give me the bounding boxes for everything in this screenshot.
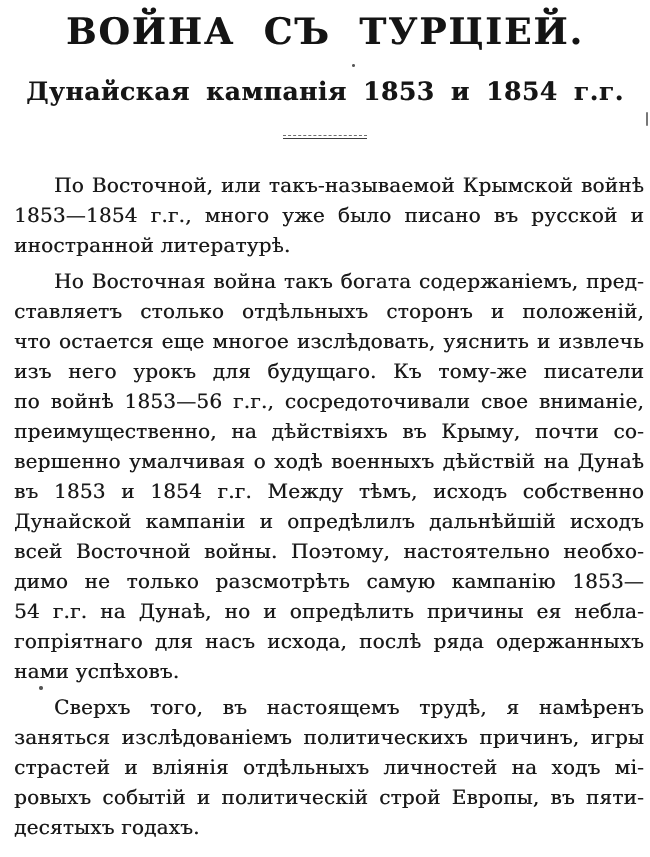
paragraph — [14, 170, 644, 260]
text-line: ставляетъ столько отдѣльныхъ сторонъ и положеній, — [14, 299, 644, 323]
text-line: по войнѣ 1853—56 г.г., сосредоточивали свое вниманіе, — [14, 389, 644, 413]
text-line: гопріятнаго для насъ исхода, послѣ ряда одержанныхъ — [14, 629, 644, 653]
text-line: Но Восточная война такъ богата содержаніемъ, пред- — [54, 269, 644, 293]
text-body — [14, 170, 644, 842]
scan-speck — [39, 686, 43, 690]
text-line: По Восточной, или такъ-называемой Крымской войнѣ — [54, 173, 644, 197]
text-line: преимущественно, на дѣйствіяхъ въ Крыму, почти со- — [14, 419, 644, 443]
text-line: вершенно умалчивая о ходѣ военныхъ дѣйствій на Дунаѣ — [14, 449, 644, 473]
page-title: ВОЙНА СЪ ТУРЦІЕЙ. — [66, 11, 584, 53]
paragraph — [14, 266, 644, 686]
text-line: изъ него урокъ для будущаго. Къ тому-же писатели — [14, 359, 644, 383]
scan-edge-artifact — [646, 112, 648, 126]
text-line: Дунайской кампаніи и опредѣлилъ дальнѣйшій исходъ — [14, 509, 644, 533]
text-line: десятыхъ годахъ. — [14, 815, 200, 839]
text-line: 1853—1854 г.г., много уже было писано въ русской и — [14, 203, 644, 227]
text-line: что остается еще многое изслѣдовать, уяснить и извлечь — [14, 329, 644, 353]
text-line: иностранной литературѣ. — [14, 233, 291, 257]
text-line: въ 1853 и 1854 г.г. Между тѣмъ, исходъ собственно — [14, 479, 644, 503]
text-line: ровыхъ событій и политическій строй Европы, въ пяти- — [14, 785, 644, 809]
text-line: димо не только разсмотрѣть самую кампанію 1853— — [14, 569, 644, 593]
section-divider-rule — [283, 135, 367, 139]
page-subtitle: Дунайская кампанія 1853 и 1854 г.г. — [26, 77, 624, 106]
scan-speck — [352, 64, 355, 67]
text-line: нами успѣховъ. — [14, 659, 180, 683]
paragraph — [14, 692, 644, 842]
text-line: всей Восточной войны. Поэтому, настоятельно необхо- — [14, 539, 644, 563]
text-line: 54 г.г. на Дунаѣ, но и опредѣлить причины ея небла- — [14, 599, 644, 623]
text-line: страстей и вліянія отдѣльныхъ личностей на ходъ мі- — [14, 755, 644, 779]
text-line: Сверхъ того, въ настоящемъ трудѣ, я намѣренъ — [54, 695, 644, 719]
text-line: заняться изслѣдованіемъ политическихъ причинъ, игры — [14, 725, 644, 749]
